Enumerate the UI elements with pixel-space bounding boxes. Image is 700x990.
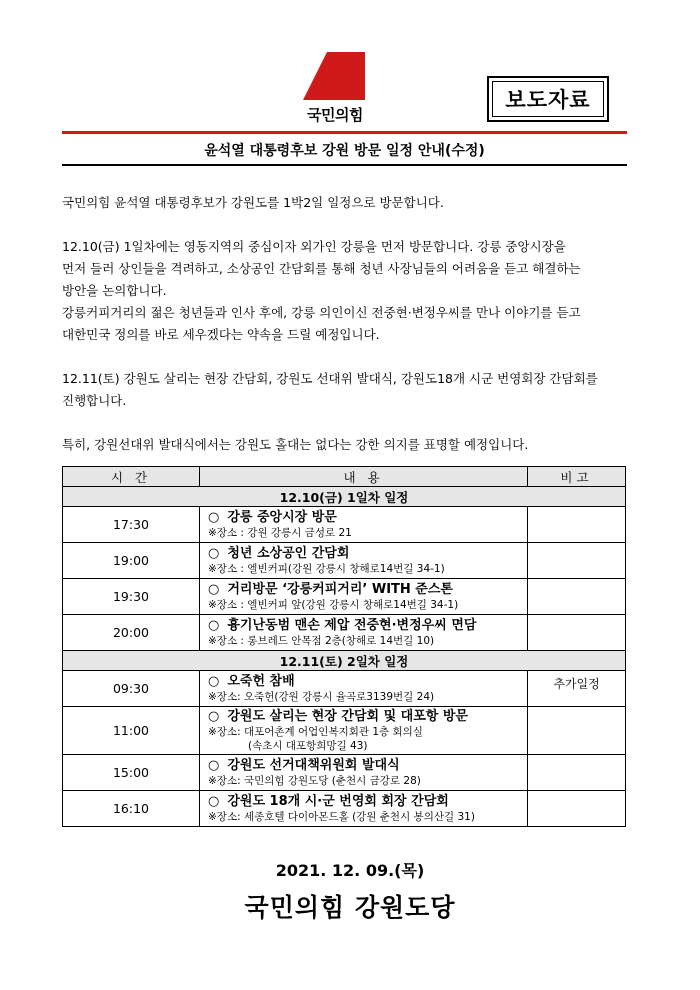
row-event: 강릉 중앙시장 방문 bbox=[227, 510, 337, 525]
day1-label-row bbox=[63, 487, 626, 507]
header-note: 비고 bbox=[528, 467, 626, 487]
paragraph-day1-line: 대한민국 정의를 바로 세우겠다는 약속을 드릴 예정입니다. bbox=[62, 327, 380, 342]
table-row bbox=[63, 791, 626, 827]
row-time: 20:00 bbox=[63, 615, 200, 651]
row-content bbox=[200, 543, 528, 579]
row-content bbox=[200, 791, 528, 827]
table-header-row bbox=[63, 467, 626, 487]
row-note bbox=[528, 791, 626, 827]
row-time: 17:30 bbox=[63, 507, 200, 543]
paragraph-day2-line: 진행합니다. bbox=[62, 393, 127, 408]
row-content bbox=[200, 671, 528, 707]
row-note bbox=[528, 507, 626, 543]
row-note: 추가일정 bbox=[528, 671, 626, 707]
row-location: ※장소 : 롱브레드 안목점 2층(창해로 14번길 10) bbox=[208, 635, 435, 647]
row-time: 09:30 bbox=[63, 671, 200, 707]
organization-name: 국민의힘 강원도당 bbox=[244, 893, 456, 922]
party-logo-text: 국민의힘 bbox=[307, 106, 363, 124]
party-logo-icon bbox=[303, 50, 365, 102]
day1-label: 12.10(금) 1일차 일정 bbox=[63, 487, 626, 507]
table-row bbox=[63, 707, 626, 755]
red-rule bbox=[62, 131, 627, 134]
row-event: 거리방문 ‘강릉커피거리’ WITH 준스톤 bbox=[227, 582, 453, 597]
row-event: 강원도 18개 시·군 번영회 회장 간담회 bbox=[227, 794, 449, 809]
table-row bbox=[63, 615, 626, 651]
paragraph-emphasis: 특히, 강원선대위 발대식에서는 강원도 홀대는 없다는 강한 의지를 표명할 예정입니다. bbox=[62, 437, 529, 452]
row-location: ※장소: 세종호텔 다이아몬드홀 (강원 춘천시 봉의산길 31) bbox=[208, 811, 475, 823]
row-note bbox=[528, 755, 626, 791]
bullet-icon: ○ bbox=[208, 618, 220, 633]
table-row bbox=[63, 755, 626, 791]
row-time: 11:00 bbox=[63, 707, 200, 755]
day2-label: 12.11(토) 2일차 일정 bbox=[63, 651, 626, 671]
row-note bbox=[528, 543, 626, 579]
row-location: ※장소 : 강원 강릉시 금성로 21 bbox=[208, 527, 352, 539]
row-location: ※장소: 오죽헌(강원 강릉시 율곡로3139번길 24) bbox=[208, 691, 435, 703]
row-location: ※장소 : 엘빈커피(강원 강릉시 창해로14번길 34-1) bbox=[208, 563, 445, 575]
table-row bbox=[63, 543, 626, 579]
release-date: 2021. 12. 09.(목) bbox=[275, 861, 425, 880]
bullet-icon: ○ bbox=[208, 674, 220, 689]
row-event: 청년 소상공인 간담회 bbox=[227, 546, 350, 561]
table-row bbox=[63, 579, 626, 615]
row-content bbox=[200, 507, 528, 543]
row-content bbox=[200, 707, 528, 755]
row-content bbox=[200, 755, 528, 791]
bullet-icon: ○ bbox=[208, 510, 220, 525]
bullet-icon: ○ bbox=[208, 546, 220, 561]
press-release-badge-label: 보도자료 bbox=[492, 81, 604, 117]
row-time: 19:00 bbox=[63, 543, 200, 579]
row-time: 15:00 bbox=[63, 755, 200, 791]
row-note bbox=[528, 707, 626, 755]
table-row bbox=[63, 507, 626, 543]
row-note bbox=[528, 579, 626, 615]
row-content bbox=[200, 615, 528, 651]
row-content bbox=[200, 579, 528, 615]
paragraph-day2-line: 12.11(토) 강원도 살리는 현장 간담회, 강원도 선대위 발대식, 강원도18개 시군 번영회장 간담회를 bbox=[62, 371, 598, 386]
row-event: 오죽헌 참배 bbox=[227, 674, 295, 689]
table-row bbox=[63, 671, 626, 707]
row-location-detail: (속초시 대포항희망길 43) bbox=[248, 740, 368, 752]
paragraph-day1-line: 12.10(금) 1일차에는 영동지역의 중심이자 외가인 강릉을 먼저 방문합니다. 강릉 중앙시장을 bbox=[62, 239, 566, 254]
press-release-badge bbox=[487, 76, 609, 122]
row-location: ※장소 : 엘빈커피 앞(강원 강릉시 창해로14번길 34-1) bbox=[208, 599, 459, 611]
bullet-icon: ○ bbox=[208, 709, 220, 724]
header-time: 시 간 bbox=[63, 467, 200, 487]
paragraph-day1-line: 강릉커피거리의 젊은 청년들과 인사 후에, 강릉 의인이신 전중현·변정우씨를 만나 이야기를 듣고 bbox=[62, 305, 581, 320]
bullet-icon: ○ bbox=[208, 758, 220, 773]
day2-label-row bbox=[63, 651, 626, 671]
schedule-table bbox=[62, 466, 626, 827]
row-event: 강원도 살리는 현장 간담회 및 대포항 방문 bbox=[227, 709, 468, 724]
black-rule bbox=[62, 164, 627, 166]
paragraph-day1-line: 먼저 들러 상인들을 격려하고, 소상공인 간담회를 통해 청년 사장님들의 어려움을 듣고 해결하는 bbox=[62, 261, 581, 276]
body-text bbox=[62, 192, 628, 456]
row-location: ※장소: 대포어촌계 어업인복지회관 1층 회의실 bbox=[208, 726, 423, 738]
bullet-icon: ○ bbox=[208, 582, 220, 597]
document-title: 윤석열 대통령후보 강원 방문 일정 안내(수정) bbox=[204, 143, 485, 159]
paragraph-day1-line: 방안을 논의합니다. bbox=[62, 283, 167, 298]
paragraph-intro: 국민의힘 윤석열 대통령후보가 강원도를 1박2일 일정으로 방문합니다. bbox=[62, 195, 444, 210]
row-time: 16:10 bbox=[63, 791, 200, 827]
bullet-icon: ○ bbox=[208, 794, 220, 809]
row-time: 19:30 bbox=[63, 579, 200, 615]
row-event: 흉기난동범 맨손 제압 전중현·변정우씨 면담 bbox=[227, 618, 477, 633]
row-note bbox=[528, 615, 626, 651]
row-location: ※장소: 국민의힘 강원도당 (춘천시 금강로 28) bbox=[208, 775, 421, 787]
header-content: 내 용 bbox=[200, 467, 528, 487]
row-event: 강원도 선거대책위원회 발대식 bbox=[227, 758, 400, 773]
